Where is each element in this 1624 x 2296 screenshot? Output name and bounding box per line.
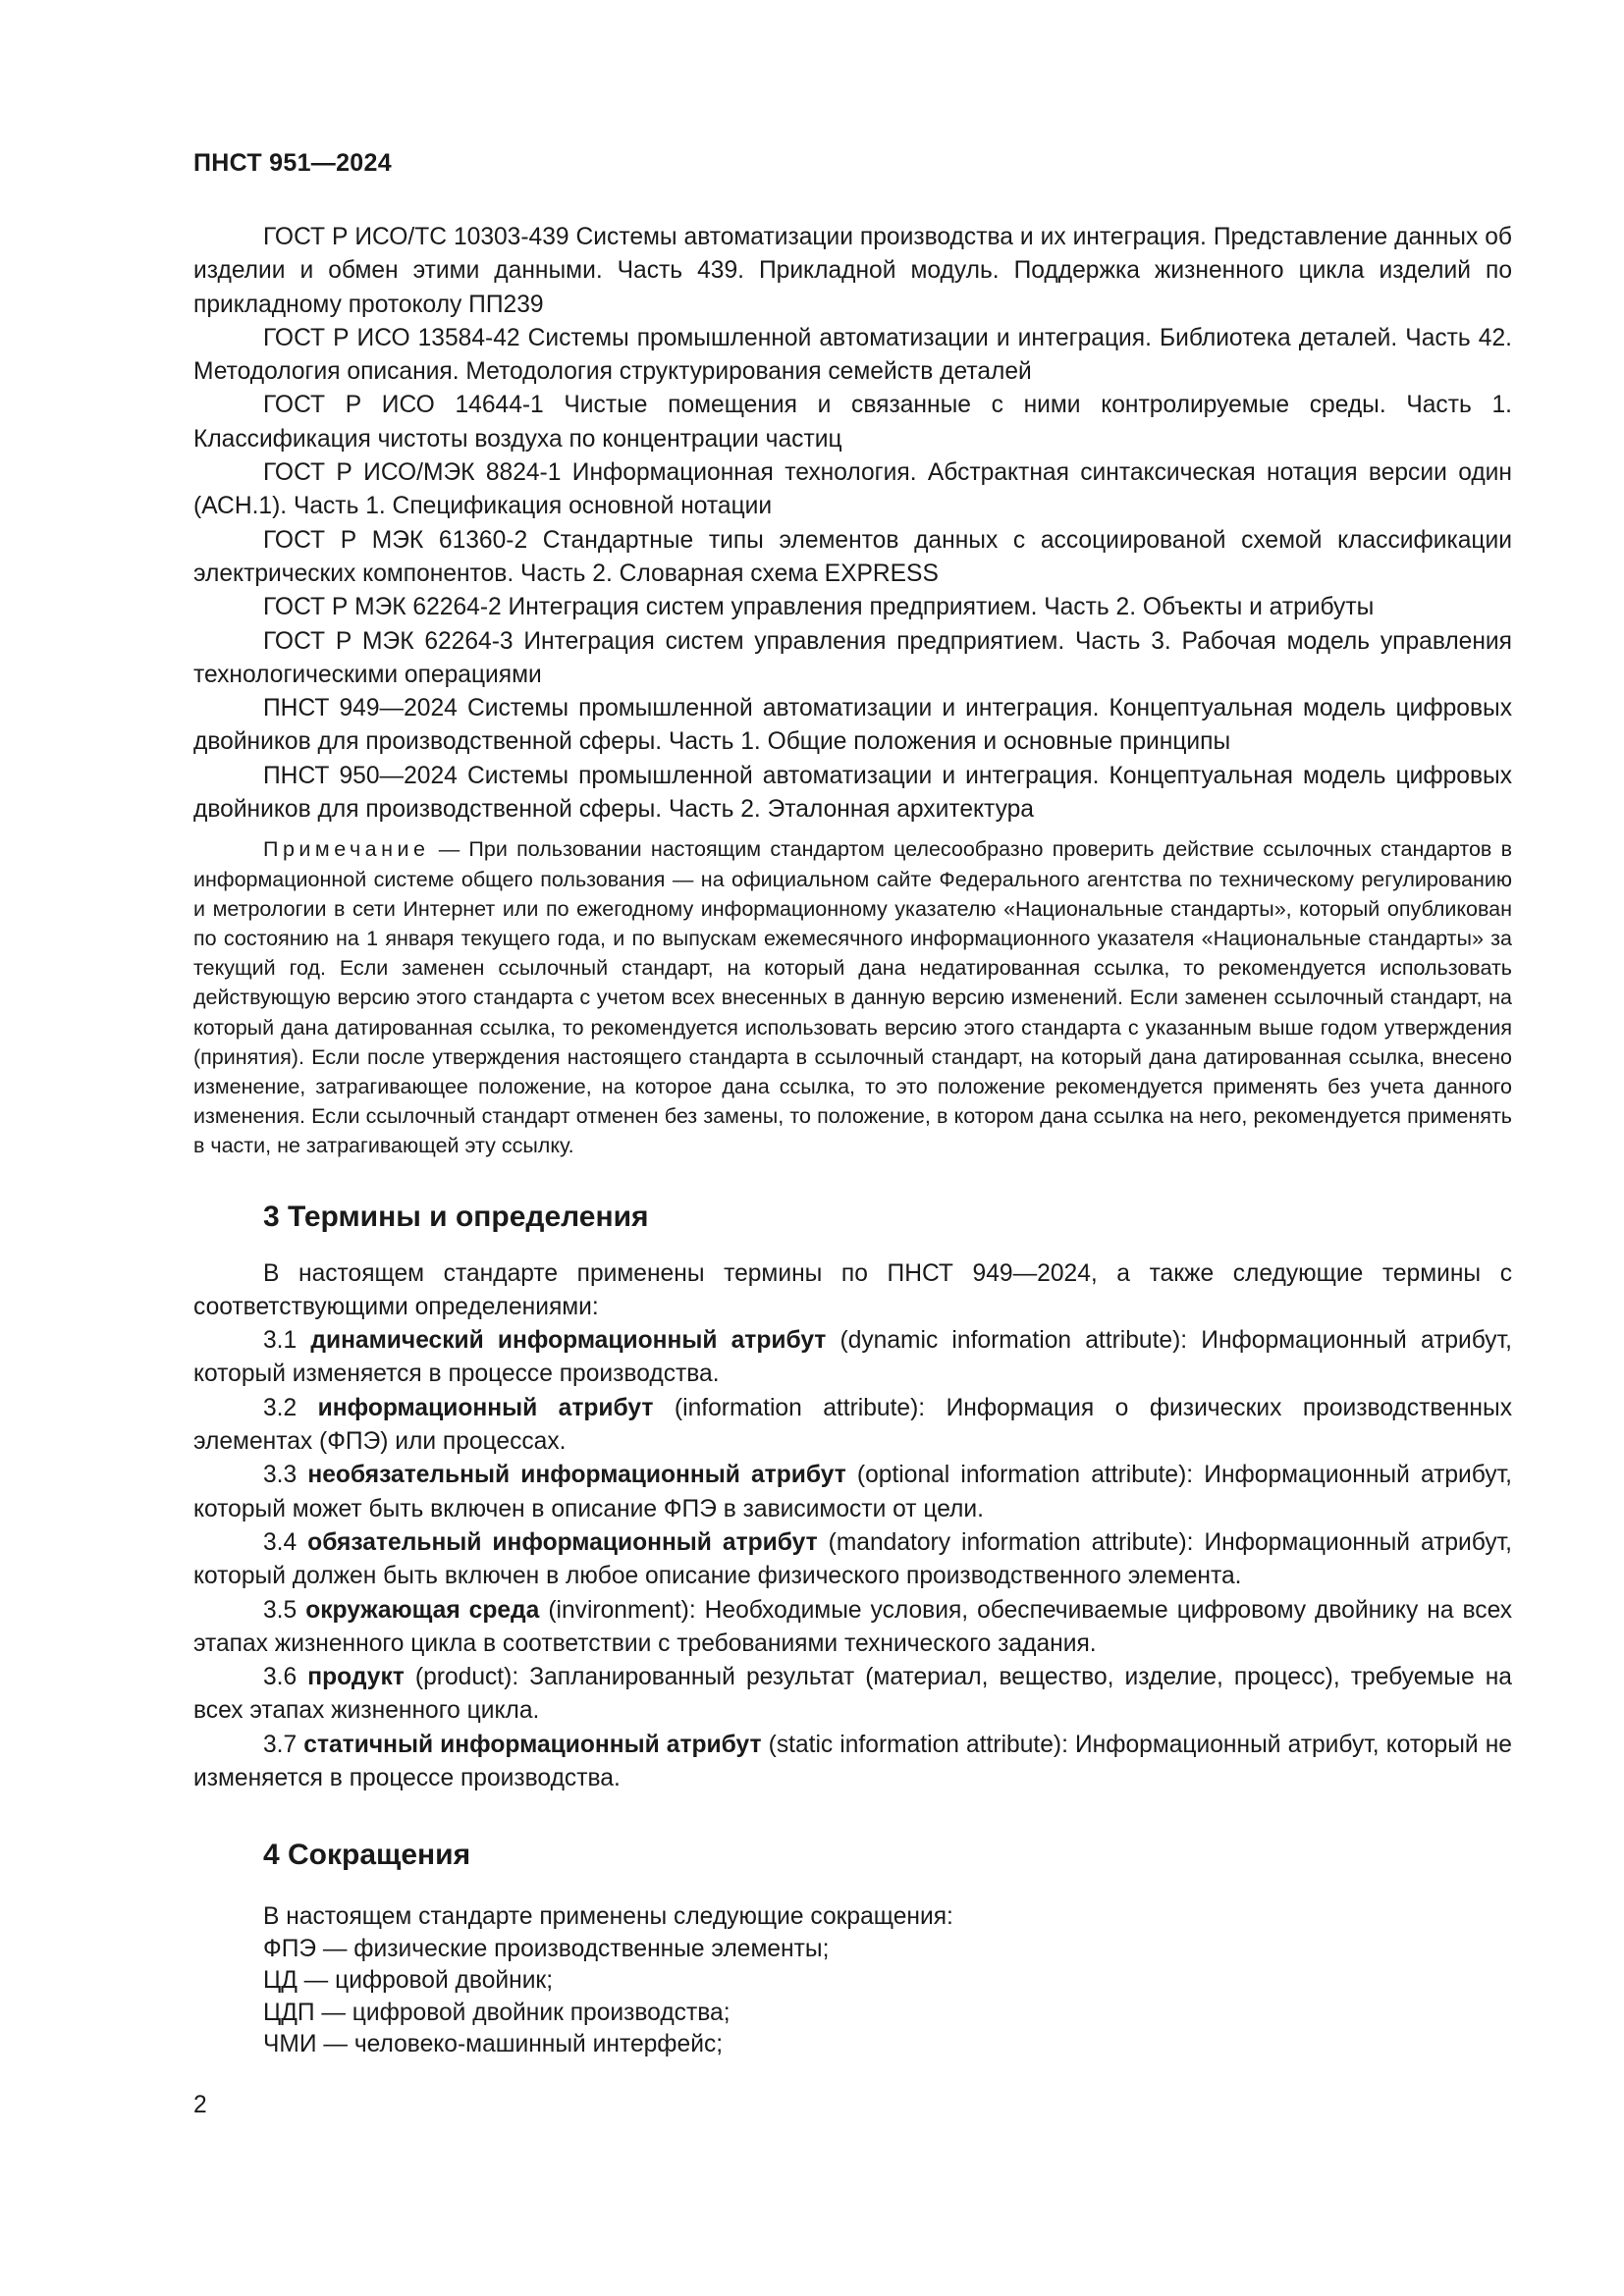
section-3-intro: В настоящем стандарте применены термины по ПНСТ 949—2024, а также следующие термины с соответствующими определениями:	[193, 1259, 1512, 1320]
reference-item: ГОСТ Р ИСО/МЭК 8824-1 Информационная технология. Абстрактная синтаксическая нотация версии один (АСН.1). Часть 1. Спецификация основной нотации	[193, 459, 1512, 520]
section-4-intro: В настоящем стандарте применены следующие сокращения:	[263, 1903, 953, 1931]
term-name: продукт	[307, 1664, 405, 1691]
reference-item: ГОСТ Р МЭК 61360-2 Стандартные типы элементов данных с ассоциированой схемой классификации электрических компонентов. Часть 2. Словарная схема EXPRESS	[193, 526, 1512, 587]
reference-item: ГОСТ Р ИСО 13584-42 Системы промышленной автоматизации и интеграция. Библиотека деталей. Часть 42. Методология описания. Методология структурирования семейств деталей	[193, 324, 1512, 386]
reference-item: ГОСТ Р МЭК 62264-3 Интеграция систем управления предприятием. Часть 3. Рабочая модель управления технологическими операциями	[193, 627, 1512, 688]
term-name: окружающая среда	[305, 1596, 540, 1624]
reference-item: ГОСТ Р ИСО 14644-1 Чистые помещения и связанные с ними контролируемые среды. Часть 1. Классификация чистоты воздуха по концентрации частиц	[193, 392, 1512, 453]
section-3-title: 3 Термины и определения	[263, 1200, 649, 1233]
reference-item: ПНСТ 950—2024 Системы промышленной автоматизации и интеграция. Концептуальная модель цифровых двойников для производственной сферы. Часть 2. Эталонная архитектура	[193, 762, 1512, 824]
term-definition: 3.2 информационный атрибут (information attribute): Информация о физических производственных элементах (ФПЭ) или процессах.	[193, 1394, 1512, 1456]
note-text: — При пользовании настоящим стандартом целесообразно проверить действие ссылочных стандартов в информационной системе общего пользования — на официальном сайте Федерального агентства по техническому регулированию и метрологии в сети Интернет или по ежегодному информационному указателю «Национальные стандарты», который опубликован по состоянию на 1 января текущего года, и по выпускам ежемесячного информационного указателя «Национальные стандарты» за текущий год. Если заменен ссылочный стандарт, на который дана недатированная ссылка, то рекомендуется использовать действующую версию этого стандарта с учетом всех внесенных в данную версию изменений. Если заменен ссылочный стандарт, на который дана датированная ссылка, то рекомендуется использовать версию этого стандарта с указанным выше годом утверждения (принятия). Если после утверждения настоящего стандарта в ссылочный стандарт, на который дана датированная ссылка, внесено изменение, затрагивающее положение, на которое дана ссылка, то это положение рекомендуется применять без учета данного изменения. Если ссылочный стандарт отменен без замены, то положение, в котором дана ссылка на него, рекомендуется применять в части, не затрагивающей эту ссылку.	[193, 837, 1512, 1158]
document-header-id: ПНСТ 951—2024	[193, 149, 392, 177]
term-name: необязательный информационный атрибут	[307, 1462, 846, 1489]
term-definition: 3.3 необязательный информационный атрибут (optional information attribute): Информационный атрибут, который может быть включен в описание ФПЭ в зависимости от цели.	[193, 1462, 1513, 1522]
reference-item: ГОСТ Р ИСО/ТС 10303-439 Системы автоматизации производства и их интеграция. Представление данных об изделии и обмен этими данными. Часть 439. Прикладной модуль. Поддержка жизненного цикла изделий по прикладному протоколу ПП239	[193, 224, 1512, 318]
section-4-title: 4 Сокращения	[263, 1839, 471, 1872]
term-name: обязательный информационный атрибут	[307, 1528, 818, 1556]
term-name: динамический информационный атрибут	[310, 1327, 827, 1355]
abbreviation-item: ЦД — цифровой двойник;	[263, 1967, 554, 1995]
abbreviation-item: ФПЭ — физические производственные элементы;	[263, 1935, 830, 1962]
reference-item: ПНСТ 949—2024 Системы промышленной автоматизации и интеграция. Концептуальная модель цифровых двойников для производственной сферы. Часть 1. Общие положения и основные принципы	[193, 695, 1512, 756]
page-number: 2	[193, 2092, 207, 2118]
reference-item: ГОСТ Р МЭК 62264-2 Интеграция систем управления предприятием. Часть 2. Объекты и атрибуты	[263, 594, 1375, 621]
term-definition: 3.1 динамический информационный атрибут (dynamic information attribute): Информационный атрибут, который изменяется в процессе производства.	[193, 1327, 1512, 1388]
abbreviation-item: ЧМИ — человеко-машинный интерфейс;	[263, 2031, 724, 2058]
term-definition: 3.5 окружающая среда (invironment): Необходимые условия, обеспечиваемые цифровому двойнику на всех этапах жизненного цикла в соответствии с требованиями технического задания.	[193, 1596, 1513, 1657]
document-body	[193, 221, 1512, 2061]
term-definition: 3.4 обязательный информационный атрибут (mandatory information attribute): Информационный атрибут, который должен быть включен в любое описание физического производственного элемента.	[193, 1528, 1512, 1590]
note-label: Примечание	[263, 837, 430, 862]
term-definition: 3.7 статичный информационный атрибут (static information attribute): Информационный атрибут, который не изменяется в процессе производства.	[193, 1731, 1512, 1792]
term-name: статичный информационный атрибут	[303, 1731, 762, 1758]
note-paragraph	[193, 834, 1512, 1160]
abbreviation-item: ЦДП — цифровой двойник производства;	[263, 1999, 731, 2026]
references-list	[193, 221, 1512, 827]
term-definition: 3.6 продукт (product): Запланированный результат (материал, вещество, изделие, процесс), требуемые на всех этапах жизненного цикла.	[193, 1664, 1512, 1725]
term-name: информационный атрибут	[317, 1394, 654, 1421]
